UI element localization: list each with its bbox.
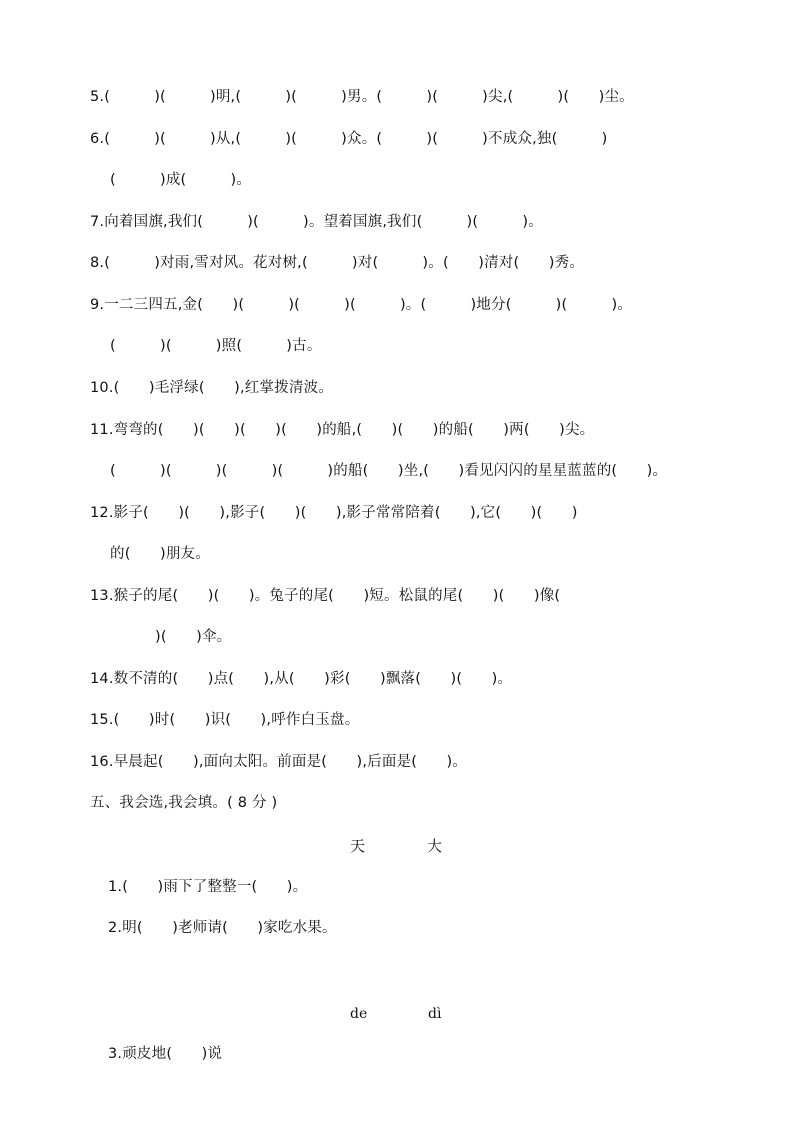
question-12: 12.影子( )( ),影子( )( ),影子常常陪着( ),它( )( ) [90,505,578,521]
question-14: 14.数不清的( )点( ),从( )彩( )飘落( )( )。 [90,671,513,687]
question-11-cont: ( )( )( )( )的船( )坐,( )看见闪闪的星星蓝蓝的( )。 [110,463,668,479]
choice-tian: 天 [350,837,366,855]
choice-de: de [350,1006,368,1022]
question-5: 5.( )( )明,( )( )男。( )( )尖,( )( )尘。 [90,89,634,105]
question-13-cont: )( )伞。 [155,629,232,645]
question-6-cont: ( )成( )。 [110,172,252,188]
sub-question-1: 1.( )雨下了整整一( )。 [108,879,308,895]
section-5-heading: 五、我会选,我会填。( 8 分 ) [90,795,278,811]
question-7: 7.向着国旗,我们( )( )。望着国旗,我们( )( )。 [90,214,543,230]
choice-da: 大 [427,837,443,855]
question-13: 13.猴子的尾( )( )。兔子的尾( )短。松鼠的尾( )( )像( [90,588,561,604]
question-9: 9.一二三四五,金( )( )( )( )。( )地分( )( )。 [90,297,633,313]
question-16: 16.早晨起( ),面向太阳。前面是( ),后面是( )。 [90,754,468,770]
question-10: 10.( )毛浮绿( ),红掌拨清波。 [90,380,333,396]
sub-question-3: 3.顽皮地( )说 [108,1046,223,1062]
question-9-cont: ( )( )照( )古。 [110,338,322,354]
choice-di: dì [428,1006,442,1022]
question-11: 11.弯弯的( )( )( )( )的船,( )( )的船( )两( )尖。 [90,422,595,438]
question-15: 15.( )时( )识( ),呼作白玉盘。 [90,712,360,728]
sub-question-2: 2.明( )老师请( )家吃水果。 [108,920,337,936]
question-6: 6.( )( )从,( )( )众。( )( )不成众,独( ) [90,131,608,147]
question-12-cont: 的( )朋友。 [110,546,210,562]
question-8: 8.( )对雨,雪对风。花对树,( )对( )。( )清对( )秀。 [90,255,585,271]
